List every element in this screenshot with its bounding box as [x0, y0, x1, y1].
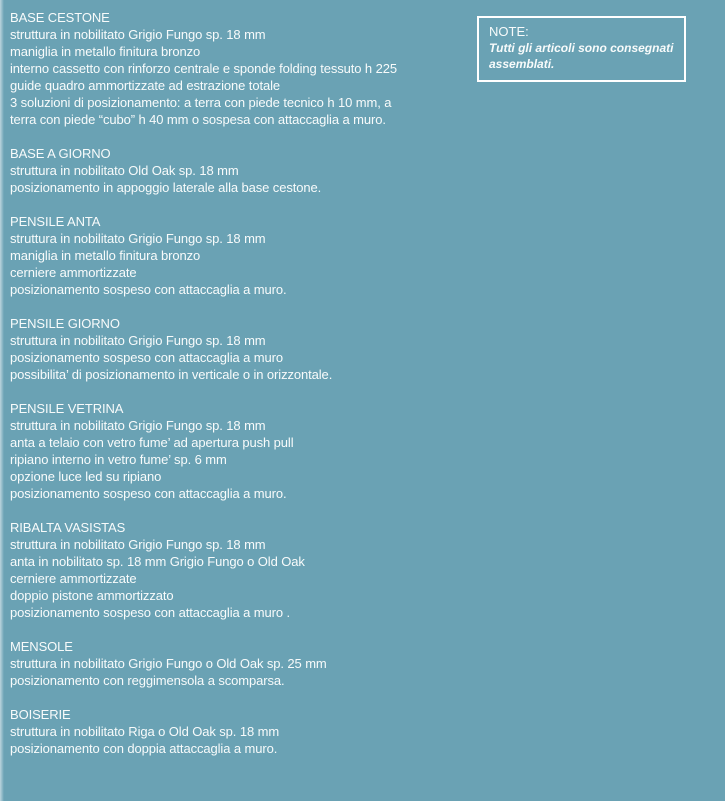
- section-boiserie: [10, 706, 470, 757]
- spec-line: struttura in nobilitato Grigio Fungo o Old Oak sp. 25 mm: [10, 656, 327, 671]
- spec-line: doppio pistone ammortizzato: [10, 588, 174, 603]
- section-title: PENSILE VETRINA: [10, 401, 124, 416]
- spec-line: posizionamento sospeso con attaccaglia a muro.: [10, 282, 287, 297]
- spec-line: struttura in nobilitato Grigio Fungo sp. 18 mm: [10, 418, 266, 433]
- note-text-line-2: assemblati.: [489, 57, 555, 71]
- spec-line: posizionamento sospeso con attaccaglia a muro.: [10, 486, 287, 501]
- spec-line: struttura in nobilitato Grigio Fungo sp. 18 mm: [10, 333, 266, 348]
- section-base-a-giorno: [10, 145, 470, 196]
- note-box: [477, 16, 686, 82]
- section-pensile-vetrina: [10, 400, 470, 502]
- section-pensile-giorno: [10, 315, 470, 383]
- spec-line: anta a telaio con vetro fume’ ad apertura push pull: [10, 435, 294, 450]
- spec-line: possibilita’ di posizionamento in verticale o in orizzontale.: [10, 367, 333, 382]
- spec-line: posizionamento in appoggio laterale alla base cestone.: [10, 180, 322, 195]
- spec-line: posizionamento con reggimensola a scomparsa.: [10, 673, 285, 688]
- section-ribalta-vasistas: [10, 519, 470, 621]
- section-title: BASE A GIORNO: [10, 146, 111, 161]
- spec-line: interno cassetto con rinforzo centrale e sponde folding tessuto h 225: [10, 61, 397, 76]
- section-title: BOISERIE: [10, 707, 71, 722]
- spec-line: maniglia in metallo finitura bronzo: [10, 44, 201, 59]
- section-title: MENSOLE: [10, 639, 73, 654]
- spec-line: posizionamento sospeso con attaccaglia a muro .: [10, 605, 291, 620]
- spec-line: cerniere ammortizzate: [10, 265, 137, 280]
- spec-line: struttura in nobilitato Grigio Fungo sp. 18 mm: [10, 231, 266, 246]
- spec-sections: [10, 9, 470, 757]
- section-title: PENSILE ANTA: [10, 214, 101, 229]
- section-title: RIBALTA VASISTAS: [10, 520, 126, 535]
- section-title: PENSILE GIORNO: [10, 316, 120, 331]
- spec-line: posizionamento sospeso con attaccaglia a muro: [10, 350, 283, 365]
- spec-line: anta in nobilitato sp. 18 mm Grigio Fungo o Old Oak: [10, 554, 305, 569]
- section-base-cestone: [10, 9, 470, 128]
- spec-line: 3 soluzioni di posizionamento: a terra con piede tecnico h 10 mm, a: [10, 95, 392, 110]
- spec-line: struttura in nobilitato Grigio Fungo sp. 18 mm: [10, 27, 266, 42]
- spec-line: struttura in nobilitato Old Oak sp. 18 mm: [10, 163, 239, 178]
- note-text-line-1: Tutti gli articoli sono consegnati: [489, 41, 674, 55]
- page-left-edge: [0, 0, 4, 801]
- section-mensole: [10, 638, 470, 689]
- spec-line: cerniere ammortizzate: [10, 571, 137, 586]
- section-pensile-anta: [10, 213, 470, 298]
- section-title: BASE CESTONE: [10, 10, 110, 25]
- spec-line: posizionamento con doppia attaccaglia a muro.: [10, 741, 278, 756]
- spec-line: ripiano interno in vetro fume’ sp. 6 mm: [10, 452, 227, 467]
- spec-line: guide quadro ammortizzate ad estrazione totale: [10, 78, 281, 93]
- spec-line: struttura in nobilitato Riga o Old Oak sp. 18 mm: [10, 724, 280, 739]
- spec-line: terra con piede “cubo” h 40 mm o sospesa con attaccaglia a muro.: [10, 112, 386, 127]
- note-label: NOTE:: [489, 24, 529, 39]
- spec-line: opzione luce led su ripiano: [10, 469, 162, 484]
- spec-line: struttura in nobilitato Grigio Fungo sp. 18 mm: [10, 537, 266, 552]
- spec-line: maniglia in metallo finitura bronzo: [10, 248, 201, 263]
